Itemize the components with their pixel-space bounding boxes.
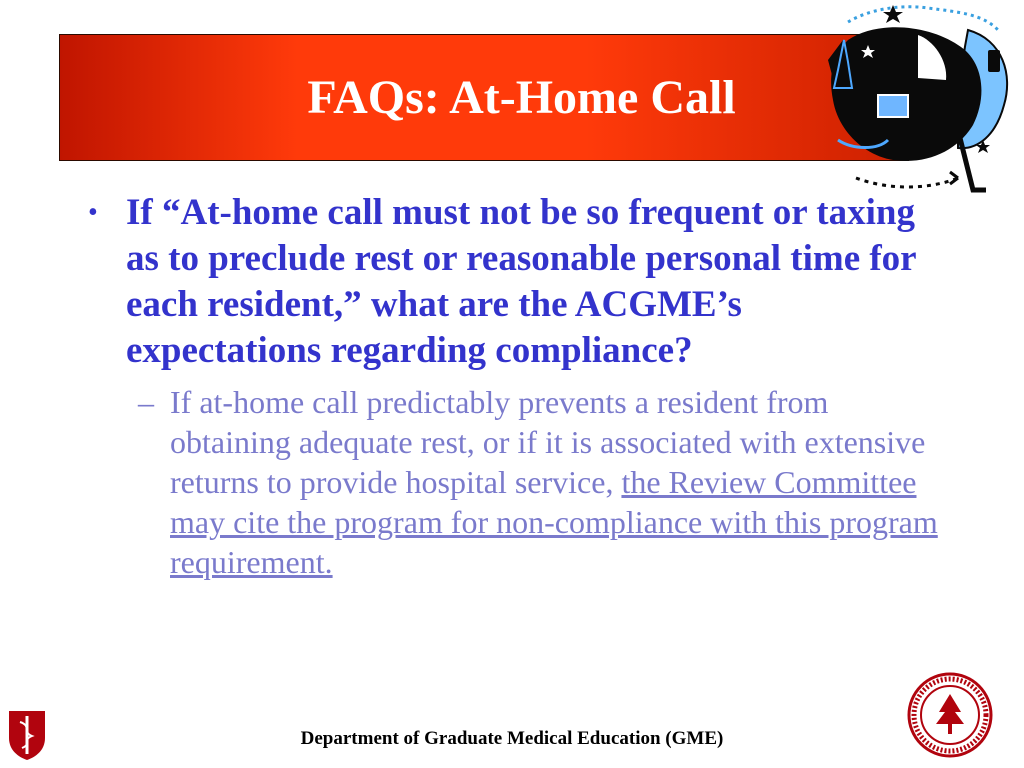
answer-plain: If at-home call predictably prevents a resident from obtaining adequate rest, or if it is associated with extensive returns to provide hospital service, <box>170 384 926 500</box>
question-bullet <box>82 190 942 374</box>
slide-body <box>82 190 942 582</box>
dash-icon: – <box>138 384 154 420</box>
answer-item <box>138 382 942 582</box>
answer-text <box>170 382 940 582</box>
bullet-icon: • <box>88 197 98 228</box>
slide-title: FAQs: At-Home Call <box>307 71 736 124</box>
question-text: If “At-home call must not be so frequent or taxing as to preclude rest or reasonable personal time for each resident,” what are the ACGME’s expectations regarding compliance? <box>126 192 916 371</box>
busy-professional-clipart-icon <box>808 0 1024 200</box>
footer-department: Department of Graduate Medical Education (GME) <box>300 728 724 749</box>
answer-link[interactable]: the Review Committee may cite the program for non-compliance with this program requirement. <box>170 464 938 580</box>
